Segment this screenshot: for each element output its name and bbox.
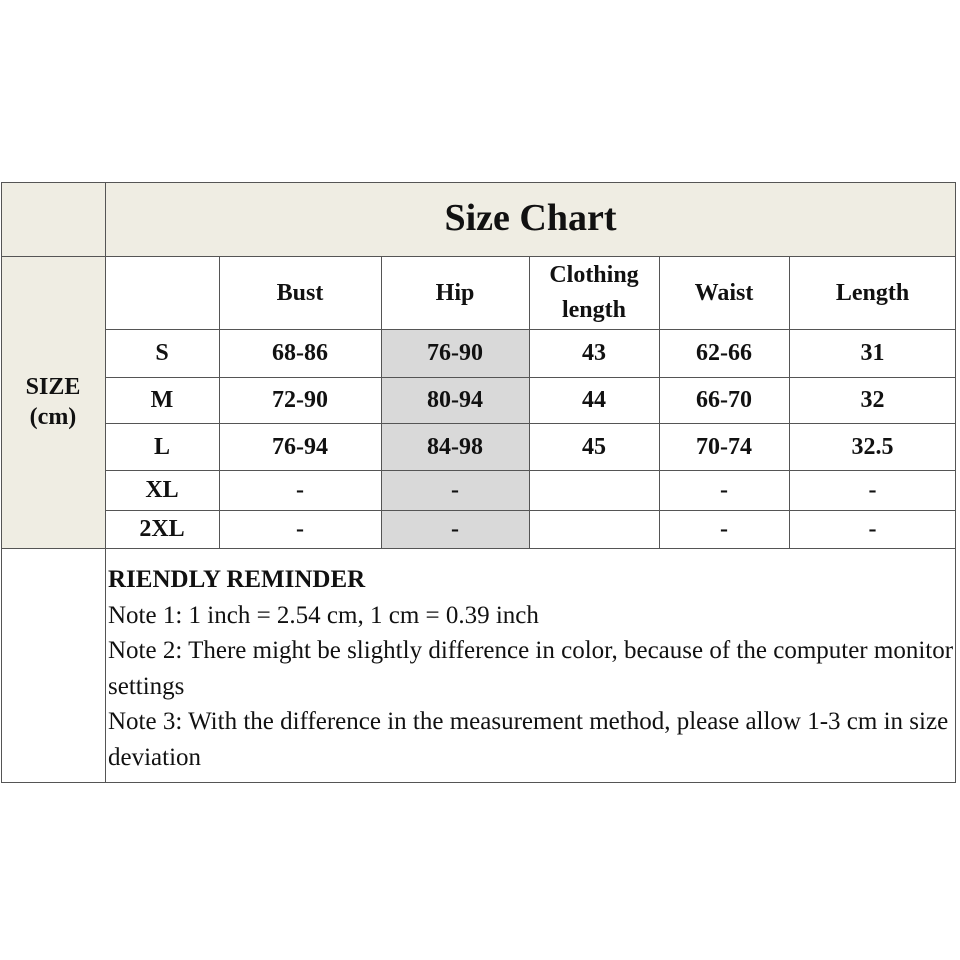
header-bust: Bust	[276, 279, 324, 306]
cell-hip: 80-94	[427, 387, 483, 413]
cell-size: XL	[145, 477, 179, 503]
cell-hip: -	[451, 516, 459, 542]
header-clothing-line1: Clothing	[549, 261, 639, 288]
cell-size: S	[155, 340, 169, 366]
note-2: Note 2: There might be slightly difference in color, because of the computer monitor settings	[108, 637, 954, 700]
friendly-reminder	[106, 562, 954, 775]
cell-clothing-length	[529, 470, 659, 510]
cell-size: L	[153, 433, 170, 460]
cell-length: -	[868, 477, 877, 503]
size-label-cell	[1, 256, 105, 548]
cell-bust: 72-90	[272, 387, 328, 413]
cell-size: 2XL	[139, 516, 185, 542]
size-label: SIZE	[25, 374, 81, 400]
cell-clothing-length: 44	[582, 387, 606, 413]
note-3: Note 3: With the difference in the measurement method, please allow 1-3 cm in size deviation	[108, 708, 949, 771]
cell-waist: -	[720, 516, 728, 542]
cell-length: 32	[860, 387, 885, 413]
cell-bust: 76-94	[272, 433, 328, 460]
cell-bust: -	[296, 516, 304, 542]
cell-bust: -	[296, 477, 304, 503]
cell-clothing-length: 45	[582, 433, 606, 460]
header-clothing-line2: length	[561, 296, 626, 323]
cell-hip: 76-90	[427, 340, 483, 366]
cell-size: M	[150, 387, 174, 413]
cell-length: -	[868, 516, 877, 542]
cell-waist: 70-74	[696, 433, 752, 460]
header-clothing-length	[529, 256, 659, 329]
chart-title: Size Chart	[105, 182, 956, 256]
cell-clothing-length: 43	[582, 340, 606, 366]
header-hip: Hip	[435, 279, 475, 306]
reminder-heading: RIENDLY REMINDER	[108, 566, 366, 593]
corner-cell	[1, 182, 105, 256]
cell-hip: 84-98	[427, 433, 483, 460]
cell-length: 32.5	[851, 433, 894, 460]
cell-clothing-length	[529, 510, 659, 548]
header-length: Length	[835, 279, 910, 306]
size-unit-label: (cm)	[29, 404, 77, 430]
note-1: Note 1: 1 inch = 2.54 cm, 1 cm = 0.39 inch	[108, 601, 539, 629]
cell-bust: 68-86	[272, 340, 328, 366]
cell-waist: 62-66	[696, 340, 752, 366]
size-chart-table	[1, 182, 956, 783]
cell-waist: 66-70	[696, 387, 752, 413]
cell-hip: -	[451, 477, 459, 503]
cell-waist: -	[720, 477, 728, 503]
header-waist: Waist	[694, 279, 754, 306]
cell-length: 31	[860, 340, 885, 366]
